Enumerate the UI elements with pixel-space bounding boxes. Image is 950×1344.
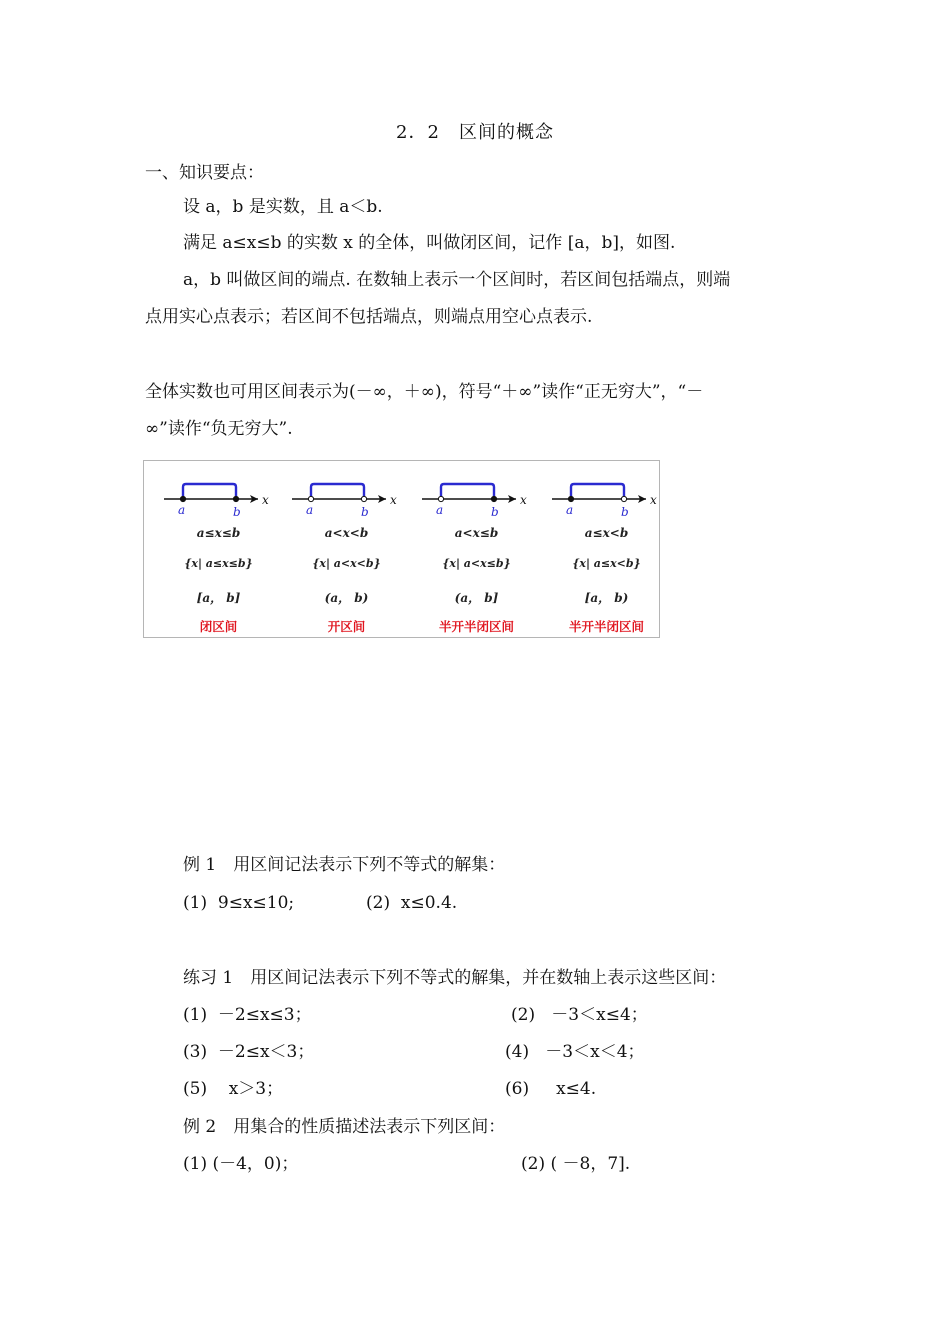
exercise1-item4: (4) －3＜x＜4；	[505, 1042, 645, 1062]
right-endpoint-dot	[233, 496, 238, 501]
exercise1-item6: (6) x≤4.	[505, 1079, 597, 1099]
inequality-label: a≤x<b	[584, 526, 629, 540]
endpoint-b-label: b	[621, 505, 629, 519]
interval-figure	[143, 460, 660, 638]
example1-item2: (2) x≤0.4.	[366, 893, 458, 913]
interval-bracket	[183, 484, 236, 499]
interval-panel	[284, 461, 409, 637]
endpoint-a-label: a	[306, 503, 314, 517]
interval-panel	[156, 461, 281, 637]
exercise1-item3: (3) －2≤x＜3；	[183, 1042, 315, 1062]
interval-notation-label: (a， b)	[324, 591, 369, 605]
left-endpoint-dot	[180, 496, 185, 501]
interval-type-label: 半开半闭区间	[438, 619, 514, 634]
interval-notation-label: [a， b)	[584, 591, 629, 605]
example2-title: 例 2 用集合的性质描述法表示下列区间：	[183, 1117, 506, 1137]
set-notation-label: {x| a<x≤b}	[442, 557, 511, 570]
interval-notation-label: (a， b]	[454, 591, 499, 605]
interval-bracket	[441, 484, 494, 499]
exercise1-item2: (2) －3＜x≤4；	[511, 1005, 648, 1025]
paragraph-definition: 设 a，b 是实数，且 a＜b.	[183, 197, 383, 217]
example1-title: 例 1 用区间记法表示下列不等式的解集：	[183, 855, 506, 875]
interval-type-label: 半开半闭区间	[568, 619, 644, 634]
inequality-label: a<x≤b	[454, 526, 499, 540]
number-line-diagram	[284, 475, 409, 519]
interval-bracket	[571, 484, 624, 499]
paragraph-endpoints-line1: a，b 叫做区间的端点. 在数轴上表示一个区间时，若区间包括端点，则端	[183, 270, 731, 290]
exercise1-title: 练习 1 用区间记法表示下列不等式的解集，并在数轴上表示这些区间：	[183, 968, 727, 988]
exercise1-item1: (1) －2≤x≤3；	[183, 1005, 312, 1025]
right-endpoint-dot	[361, 496, 366, 501]
endpoint-a-label: a	[178, 503, 186, 517]
right-endpoint-dot	[621, 496, 626, 501]
right-endpoint-dot	[491, 496, 496, 501]
axis-x-label: x	[390, 493, 397, 507]
paragraph-closed-interval: 满足 a≤x≤b 的实数 x 的全体，叫做闭区间，记作 [a，b]，如图.	[183, 233, 676, 253]
exercise1-item5: (5) x＞3；	[183, 1079, 284, 1099]
axis-x-label: x	[650, 493, 657, 507]
paragraph-endpoints-line2: 点用实心点表示；若区间不包括端点，则端点用空心点表示.	[145, 307, 593, 327]
axis-x-label: x	[520, 493, 527, 507]
interval-type-label: 开区间	[327, 619, 366, 634]
set-notation-label: {x| a<x<b}	[312, 557, 381, 570]
inequality-label: a≤x≤b	[196, 526, 241, 540]
inequality-label: a<x<b	[324, 526, 369, 540]
endpoint-a-label: a	[436, 503, 444, 517]
page-title: 2．2 区间的概念	[396, 122, 554, 143]
endpoint-b-label: b	[233, 505, 241, 519]
set-notation-label: {x| a≤x≤b}	[184, 557, 253, 570]
number-line-diagram	[544, 475, 669, 519]
example2-item2: (2) ( －8，7].	[521, 1154, 631, 1174]
endpoint-b-label: b	[361, 505, 369, 519]
left-endpoint-dot	[568, 496, 573, 501]
left-endpoint-dot	[438, 496, 443, 501]
interval-panel	[414, 461, 539, 637]
interval-panel	[544, 461, 669, 637]
interval-notation-label: [a， b]	[196, 591, 241, 605]
endpoint-b-label: b	[491, 505, 499, 519]
endpoint-a-label: a	[566, 503, 574, 517]
set-notation-label: {x| a≤x<b}	[572, 557, 641, 570]
section-heading: 一、知识要点：	[145, 163, 264, 183]
interval-type-label: 闭区间	[199, 619, 238, 634]
left-endpoint-dot	[308, 496, 313, 501]
paragraph-infinity-line1: 全体实数也可用区间表示为(－∞，＋∞)，符号“＋∞”读作“正无穷大”，“－	[145, 382, 704, 402]
interval-bracket	[311, 484, 364, 499]
number-line-diagram	[156, 475, 281, 519]
axis-x-label: x	[262, 493, 269, 507]
number-line-diagram	[414, 475, 539, 519]
example2-item1: (1) (－4，0)；	[183, 1154, 299, 1174]
paragraph-infinity-line2: ∞”读作“负无穷大”.	[145, 419, 293, 439]
example1-item1: (1) 9≤x≤10;	[183, 893, 295, 913]
